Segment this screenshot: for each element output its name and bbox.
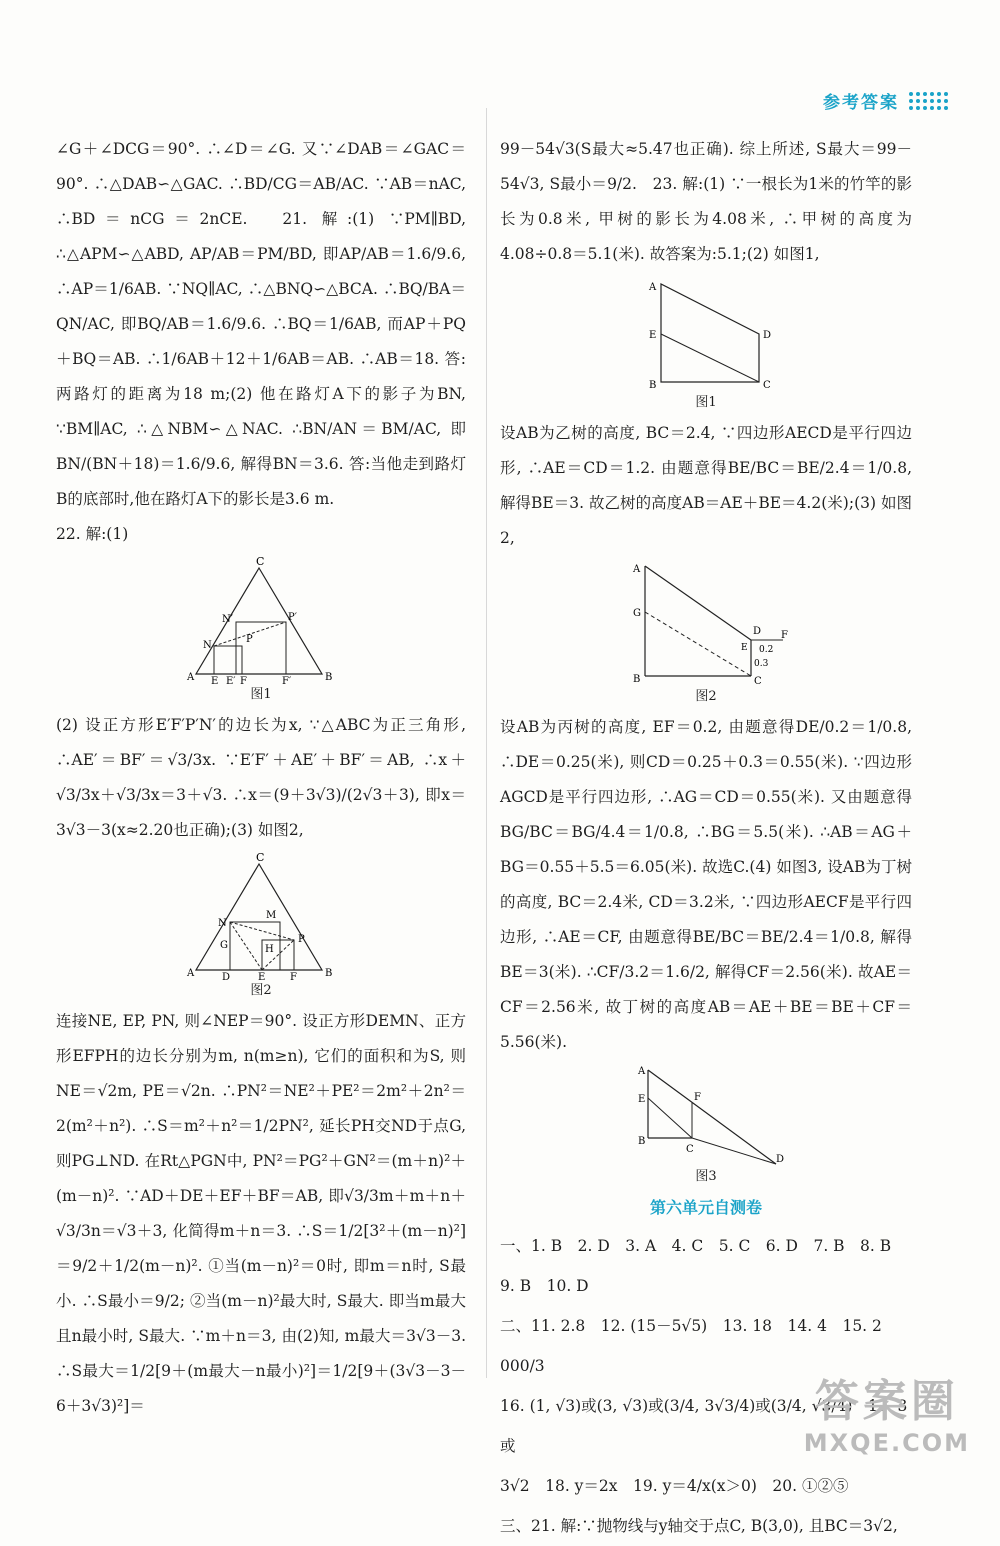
column-divider	[486, 108, 487, 1378]
fig-label: C	[754, 676, 762, 687]
answer-line-2: 9. B 10. D	[500, 1277, 589, 1295]
fig-label: 0.3	[754, 659, 769, 669]
answer-line-5: 3√2 18. y＝2x 19. y＝4/x(x＞0) 20. ①②⑤	[500, 1477, 849, 1495]
fig-label: E	[211, 676, 219, 686]
fig-label: F′	[282, 676, 292, 686]
dot-grid-icon	[909, 92, 948, 110]
fig-label: G	[633, 608, 641, 619]
fig-label: F	[694, 1092, 701, 1103]
fig-label: A	[638, 1066, 646, 1077]
fig-label: P	[298, 934, 305, 945]
fig-label: A	[187, 968, 195, 979]
figure-caption: 图2	[695, 689, 717, 704]
fig-label: F	[290, 972, 297, 982]
fig-label: D	[222, 972, 231, 982]
fig-label: E	[741, 643, 748, 653]
fig-label: C	[686, 1144, 694, 1155]
left-paragraph-2: (2) 设正方形E′F′P′N′的边长为x, ∵△ABC为正三角形, ∴AE′＝BF′＝√3/3x. ∵E′F′＋AE′＋BF′＝AB, ∴x＋√3/3x＋√3/3x＝3＋√3. ∴x＝(9＋3√3)/(2√3＋3), 即x＝3√3－3(x≈2.20也正确);(3) 如图2,	[56, 716, 466, 839]
fig-label: N	[218, 918, 227, 929]
parallelogram-diagram-2	[621, 560, 791, 688]
right-paragraph-3: 设AB为丙树的高度, EF＝0.2, 由题意得DE/0.2＝1/0.8, ∴DE＝0.25(米), 则CD＝0.25＋0.3＝0.55(米). ∵四边形AGCD是平行四边形, ∴AG＝CD＝0.55(米). 又由题意得BG/BC＝BG/4.4＝1/0.8, ∴BG＝5.5(米). ∴AB＝AG＋BG＝0.55＋5.5＝6.05(米). 故选C.(4) 如图3, 设AB为丁树的高度, BC＝2.4米, CD＝3.2米, ∵四边形AECF是平行四边形, ∴AE＝CF, 由题意得BE/BC＝BE/2.4＝1/0.8, 解得BE＝3(米). ∴CF/3.2＝1.6/2, 解得CF＝2.56(米). 故AE＝CF＝2.56米, 故丁树的高度AB＝AE＋BE＝BE＋CF＝5.56(米).	[500, 718, 912, 1051]
answer-line-3: 二、11. 2.8 12. (15－5√5) 13. 18 14. 4 15. 2 000/3	[500, 1317, 882, 1375]
fig-label: E	[649, 330, 657, 341]
left-paragraph-1: ∠G＋∠DCG＝90°. ∴∠D＝∠G. 又∵∠DAB＝∠GAC＝90°. ∴△DAB∽△GAC. ∴BD/CG＝AB/AC. ∵AB＝nAC, ∴BD＝nCG＝2nCE. 21. 解:(1) ∵PM∥BD, ∴△APM∽△ABD, AP/AB＝PM/BD, 即AP/AB＝1.6/9.6, ∴AP＝1/6AB. ∵NQ∥AC, ∴△BNQ∽△BCA. ∴BQ/BA＝QN/AC, 即BQ/AB＝1.6/9.6. ∴BQ＝1/6AB, 而AP＋PQ＋BQ＝AB. ∴1/6AB＋12＋1/6AB＝AB. ∴AB＝18. 答:两路灯的距离为18 m;(2) 他在路灯A下的影子为BN, ∵BM∥AC, ∴△NBM∽△NAC. ∴BN/AN＝BM/AC, 即BN/(BN＋18)＝1.6/9.6, 解得BN＝3.6. 答:当他走到路灯B的底部时,他在路灯A下的影长是3.6 m.	[56, 140, 466, 508]
right-column	[500, 132, 912, 1546]
fig-label: D	[763, 330, 772, 341]
triangle-square-diagram-1	[186, 556, 336, 686]
watermark-url: MXQE.COM	[803, 1429, 970, 1457]
fig-label: E	[258, 972, 266, 982]
left-figure-2	[56, 852, 466, 1000]
header-title: 参考答案	[823, 93, 899, 113]
fig-label: B	[325, 672, 333, 683]
answer-line-6: 三、21. 解:∵抛物线与y轴交于点C, B(3,0), 且BC＝3√2,	[500, 1517, 898, 1535]
parallelogram-diagram-1	[631, 276, 781, 394]
fig-label: C	[256, 852, 265, 864]
parallelogram-diagram-3	[626, 1064, 786, 1168]
fig-label: B	[325, 968, 333, 979]
fig-label: B	[633, 674, 641, 685]
right-figure-2	[500, 560, 912, 706]
answer-line-4: 16. (1, √3)或(3, √3)或(3/4, 3√3/4)或(3/4, √3/4) 17. 3或	[500, 1397, 908, 1455]
fig-label: P	[246, 634, 253, 645]
fig-label: H	[265, 944, 274, 955]
section-title: 第六单元自测卷	[649, 1198, 762, 1217]
fig-label: B	[638, 1136, 646, 1147]
figure-caption: 图3	[695, 1169, 717, 1184]
fig-label: A	[633, 564, 641, 575]
watermark-text: 答案圈	[814, 1376, 959, 1427]
figure-caption: 图1	[250, 687, 272, 702]
fig-label: N′	[222, 614, 234, 625]
fig-label: M	[266, 910, 277, 921]
fig-label: D	[753, 626, 762, 637]
fig-label: F	[781, 630, 788, 641]
triangle-square-diagram-2	[186, 852, 336, 982]
right-figure-3	[500, 1064, 912, 1186]
fig-label: G	[220, 940, 228, 951]
page-header	[823, 88, 948, 113]
fig-label: 0.2	[759, 645, 774, 655]
left-column	[56, 132, 466, 1424]
fig-label: C	[763, 380, 771, 391]
left-paragraph-3: 连接NE, EP, PN, 则∠NEP＝90°. 设正方形DEMN、正方形EFPH的边长分别为m, n(m≥n), 它们的面积和为S, 则NE＝√2m, PE＝√2n. ∴PN²＝NE²＋PE²＝2m²＋2n²＝2(m²＋n²). ∴S＝m²＋n²＝1/2PN², 延长PH交ND于点G, 则PG⊥ND. 在Rt△PGN中, PN²＝PG²＋GN²＝(m＋n)²＋(m－n)². ∵AD＋DE＋EF＋BF＝AB, 即√3/3m＋m＋n＋√3/3n＝√3＋3, 化简得m＋n＝3. ∴S＝1/2[3²＋(m－n)²]＝9/2＋1/2(m－n)². ①当(m－n)²＝0时, 即m＝n时, S最小. ∴S最小＝9/2; ②当(m－n)²最大时, S最大. 即当m最大且n最小时, S最大. ∵m＋n＝3, 由(2)知, m最大＝3√3－3. ∴S最大＝1/2[9＋(m最大－n最小)²]＝1/2[9＋(3√3－3－6＋3√3)²]＝	[56, 1012, 466, 1415]
fig-label: A	[187, 672, 195, 683]
fig-label: F	[240, 676, 247, 686]
right-paragraph-1: 99－54√3(S最大≈5.47也正确). 综上所述, S最大＝99－54√3, S最小＝9/2. 23. 解:(1) ∵一根长为1米的竹竿的影长为0.8米, 甲树的影长为4.08米, ∴甲树的高度为4.08÷0.8＝5.1(米). 故答案为:5.1;(2) 如图1,	[500, 140, 912, 263]
fig-label: E	[638, 1094, 646, 1105]
fig-label: E′	[226, 676, 236, 686]
right-figure-1	[500, 276, 912, 412]
fig-label: P′	[288, 612, 297, 623]
fig-label: N	[203, 640, 212, 651]
figure-caption: 图2	[250, 983, 272, 998]
watermark-logo	[804, 1365, 970, 1457]
answer-line-1: 一、1. B 2. D 3. A 4. C 5. C 6. D 7. B 8. B	[500, 1237, 892, 1255]
fig-label: C	[256, 556, 265, 568]
right-paragraph-2: 设AB为乙树的高度, BC＝2.4, ∵四边形AECD是平行四边形, ∴AE＝CD＝1.2. 由题意得BE/BC＝BE/2.4＝1/0.8, 解得BE＝3. 故乙树的高度AB＝AE＋BE＝4.2(米);(3) 如图2,	[500, 424, 912, 547]
fig-label: D	[776, 1154, 785, 1165]
left-figure-1	[56, 556, 466, 704]
fig-label: B	[649, 380, 657, 391]
question-22-label: 22. 解:(1)	[56, 525, 129, 543]
figure-caption: 图1	[695, 395, 717, 410]
fig-label: A	[649, 282, 657, 293]
